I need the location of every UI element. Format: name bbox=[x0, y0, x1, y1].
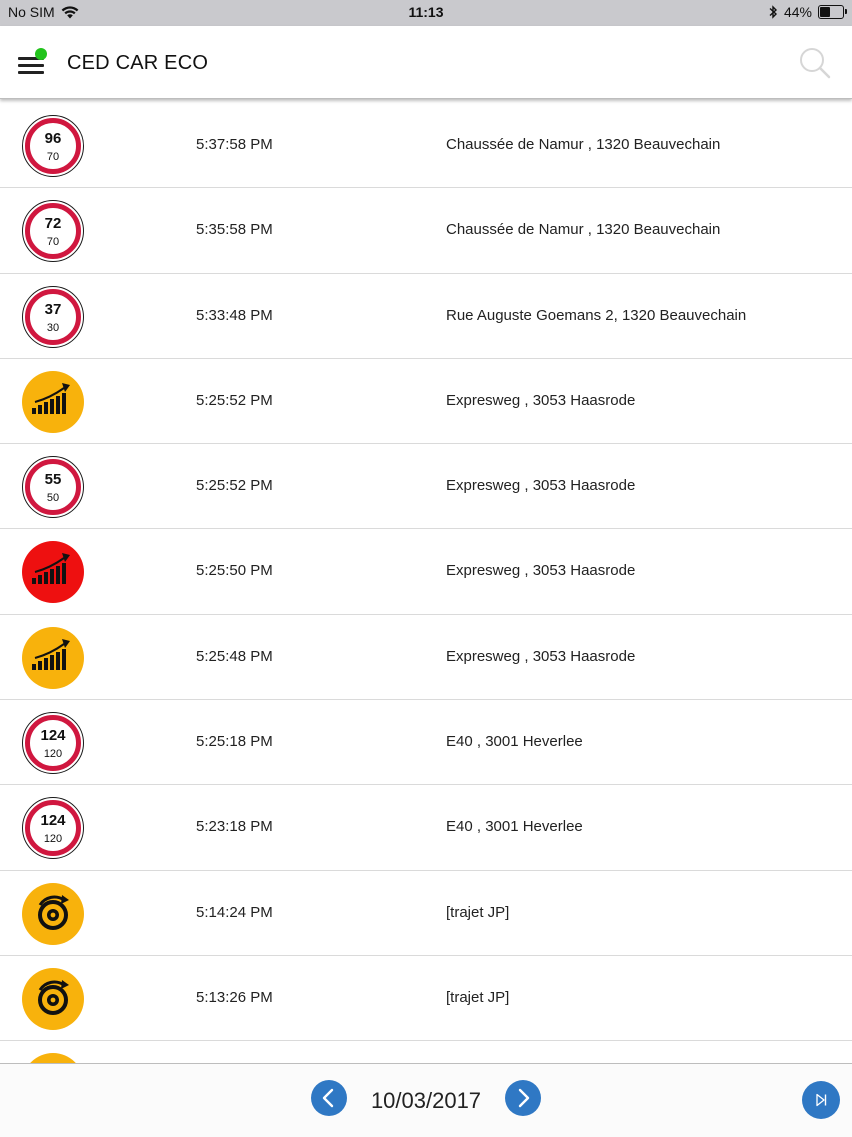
event-time: 5:25:50 PM bbox=[196, 562, 273, 580]
acceleration-event-icon bbox=[22, 371, 84, 433]
date-navigation-bar bbox=[0, 1063, 852, 1137]
event-row[interactable] bbox=[0, 615, 852, 700]
event-row[interactable] bbox=[0, 274, 852, 359]
event-row[interactable] bbox=[0, 871, 852, 956]
acceleration-icon bbox=[22, 627, 84, 689]
event-row[interactable] bbox=[0, 1041, 852, 1063]
app-header bbox=[0, 26, 852, 99]
speed-sign bbox=[22, 456, 84, 518]
recorded-speed: 124 bbox=[40, 727, 66, 745]
event-time: 5:25:18 PM bbox=[196, 733, 273, 751]
recorded-speed: 37 bbox=[44, 300, 62, 318]
event-badge bbox=[22, 883, 84, 945]
status-right bbox=[768, 4, 844, 20]
event-address: Chaussée de Namur , 1320 Beauvechain bbox=[446, 136, 721, 153]
event-time: 5:37:58 PM bbox=[196, 136, 273, 153]
event-row[interactable] bbox=[0, 359, 852, 444]
braking-event-icon bbox=[22, 883, 84, 945]
speed-limit: 120 bbox=[43, 833, 63, 846]
event-time: 5:25:48 PM bbox=[196, 647, 273, 665]
event-address: [trajet JP] bbox=[446, 903, 510, 921]
status-bar bbox=[0, 0, 852, 26]
event-row[interactable] bbox=[0, 103, 852, 188]
speed-limit: 70 bbox=[46, 236, 60, 249]
event-row[interactable] bbox=[0, 956, 852, 1041]
speed-limit-sign-icon bbox=[22, 712, 84, 774]
event-address: [trajet JP] bbox=[446, 988, 510, 1006]
acceleration-icon bbox=[22, 371, 84, 433]
event-row[interactable] bbox=[0, 444, 852, 529]
event-address: Rue Auguste Goemans 2, 1320 Beauvechain bbox=[446, 306, 747, 324]
page-title: CED CAR ECO bbox=[67, 52, 209, 74]
recorded-speed: 72 bbox=[44, 215, 62, 233]
event-address: E40 , 3001 Heverlee bbox=[446, 818, 583, 836]
speed-limit: 30 bbox=[46, 321, 60, 334]
hamburger-menu-icon-bar bbox=[18, 64, 44, 67]
speed-sign bbox=[22, 712, 84, 774]
braking-icon bbox=[22, 968, 84, 1030]
event-time: 5:25:52 PM bbox=[196, 477, 273, 495]
status-time: 11:13 bbox=[408, 4, 444, 20]
speed-limit-sign-icon bbox=[22, 115, 84, 177]
braking-event-icon bbox=[22, 968, 84, 1030]
acceleration-icon bbox=[22, 541, 84, 603]
event-badge bbox=[22, 627, 84, 689]
speed-limit-sign-icon bbox=[22, 286, 84, 348]
recorded-speed: 55 bbox=[44, 471, 62, 489]
notification-dot bbox=[35, 48, 47, 60]
event-time: 5:25:52 PM bbox=[196, 391, 273, 409]
event-address: Chaussée de Namur , 1320 Beauvechain bbox=[446, 221, 721, 239]
event-row[interactable] bbox=[0, 785, 852, 870]
speed-limit-sign-icon bbox=[22, 797, 84, 859]
next-day-button[interactable] bbox=[505, 1080, 541, 1116]
skip-to-end-button[interactable] bbox=[802, 1081, 840, 1119]
carrier-label: No SIM bbox=[8, 4, 55, 20]
speed-sign bbox=[22, 200, 84, 262]
event-address: Expresweg , 3053 Haasrode bbox=[446, 477, 636, 495]
menu-button[interactable] bbox=[18, 50, 46, 76]
event-time: 5:23:18 PM bbox=[196, 818, 273, 836]
acceleration-event-icon bbox=[22, 627, 84, 689]
event-list[interactable] bbox=[0, 103, 852, 1063]
previous-day-button[interactable] bbox=[311, 1080, 347, 1116]
event-row[interactable] bbox=[0, 700, 852, 785]
braking-icon bbox=[22, 883, 84, 945]
event-address: E40 , 3001 Heverlee bbox=[446, 733, 583, 751]
bluetooth-icon bbox=[768, 5, 778, 19]
event-time: 5:33:48 PM bbox=[196, 306, 273, 324]
chevron-left-icon bbox=[311, 1080, 347, 1116]
speed-limit-sign-icon bbox=[22, 200, 84, 262]
recorded-speed: 96 bbox=[44, 130, 62, 147]
braking-icon bbox=[22, 1053, 84, 1063]
event-address: Expresweg , 3053 Haasrode bbox=[446, 647, 636, 665]
status-left bbox=[8, 4, 79, 20]
speed-limit: 50 bbox=[46, 492, 60, 505]
braking-event-icon bbox=[22, 1053, 84, 1063]
acceleration-event-icon bbox=[22, 541, 84, 603]
event-badge bbox=[22, 1053, 84, 1063]
skip-end-icon bbox=[802, 1081, 840, 1119]
chevron-right-icon bbox=[505, 1080, 541, 1116]
battery-percent: 44% bbox=[783, 4, 812, 20]
speed-limit: 70 bbox=[46, 151, 60, 163]
recorded-speed: 124 bbox=[40, 812, 66, 830]
event-time: 5:13:26 PM bbox=[196, 988, 273, 1006]
current-date: 10/03/2017 bbox=[370, 1088, 482, 1113]
speed-sign bbox=[22, 115, 84, 177]
search-button[interactable] bbox=[798, 46, 832, 80]
speed-limit-sign-icon bbox=[22, 456, 84, 518]
event-address: Expresweg , 3053 Haasrode bbox=[446, 562, 636, 580]
event-time: 5:35:58 PM bbox=[196, 221, 273, 239]
event-badge bbox=[22, 541, 84, 603]
event-row[interactable] bbox=[0, 529, 852, 614]
event-badge bbox=[22, 968, 84, 1030]
speed-sign bbox=[22, 286, 84, 348]
speed-sign bbox=[22, 797, 84, 859]
event-address: Expresweg , 3053 Haasrode bbox=[446, 391, 636, 409]
wifi-icon bbox=[61, 6, 79, 19]
event-time: 5:14:24 PM bbox=[196, 903, 273, 921]
search-icon bbox=[798, 46, 832, 80]
event-badge bbox=[22, 371, 84, 433]
speed-limit: 120 bbox=[43, 748, 63, 761]
event-row[interactable] bbox=[0, 188, 852, 273]
battery-icon bbox=[818, 5, 844, 19]
hamburger-menu-icon-bar bbox=[18, 71, 44, 74]
